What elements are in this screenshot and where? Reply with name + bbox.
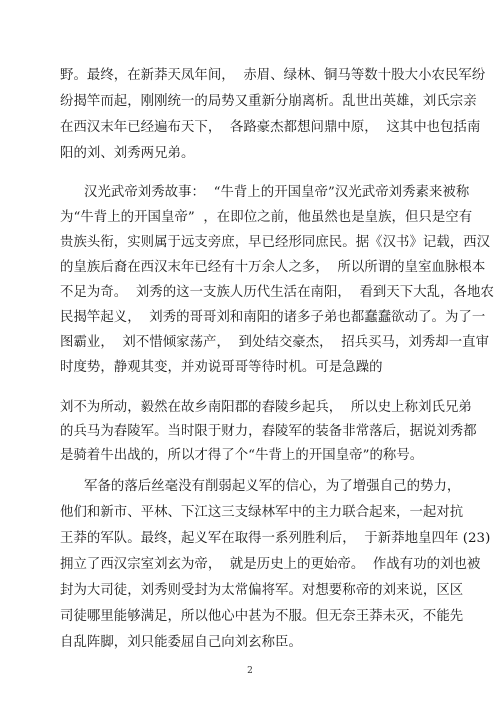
- text-line: 汉光武帝刘秀故事： “牛背上的开国皇帝”汉光武帝刘秀素来被称: [84, 185, 470, 200]
- text-line: 贵族头衔，实则属于远支旁庶，早已经形同庶民。据《汉书》记载，西汉: [60, 235, 491, 250]
- text-line: 野。最终，在新莽天凤年间， 赤眉、绿林、铜马等数十股大小农民军纷: [60, 68, 486, 83]
- text-line: 的兵马为舂陵军。当时限于财力，舂陵军的装备非常落后，据说刘秀都: [60, 424, 477, 439]
- text-line: 在西汉末年已经遍布天下， 各路豪杰都想问鼎中原， 这其中也包括南: [60, 120, 481, 135]
- text-line: 时度势，静观其变，并劝说哥哥等待时机。可是急躁的: [60, 360, 383, 375]
- page-number: 2: [247, 666, 253, 676]
- text-line: 封为大司徒，刘秀则受封为太常偏将军。对想要称帝的刘来说，区区: [60, 583, 464, 598]
- text-line: 纷揭竿而起，刚刚统一的局势又重新分崩离析。乱世出英雄，刘氏宗亲: [60, 94, 477, 109]
- text-line: 军备的落后丝毫没有削弱起义军的信心，为了增强自己的势力，: [84, 479, 461, 494]
- text-line: 王莽的军队。最终，起义军在取得一系列胜利后， 于新莽地皇四年 (23): [60, 531, 491, 546]
- text-line: 拥立了西汉宗室刘玄为帝， 就是历史上的更始帝。 作战有功的刘也被: [60, 557, 481, 572]
- text-line: 为“牛背上的开国皇帝” ，在即位之前，他虽然也是皇族，但只是空有: [60, 210, 473, 225]
- text-line: 不足为奇。 刘秀的这一支族人历代生活在南阳， 看到天下大乱，各地农: [60, 285, 494, 300]
- text-line: 刘不为所动，毅然在故乡南阳郡的舂陵乡起兵， 所以史上称刘氏兄弟: [60, 400, 472, 415]
- text-line: 司徒哪里能够满足，所以他心中甚为不服。但无奈王莽未灭，不能先: [60, 609, 464, 624]
- text-line: 是骑着牛出战的，所以才得了个“牛背上的开国皇帝”的称号。: [60, 448, 424, 463]
- text-line: 图霸业， 刘不惜倾家荡产， 到处结交豪杰， 招兵买马，刘秀却一直审: [60, 335, 490, 350]
- text-line: 自乱阵脚，刘只能委屈自己向刘玄称臣。: [60, 635, 302, 650]
- text-line: 的皇族后裔在西汉末年已经有十万余人之多， 所以所谓的皇室血脉根本: [60, 260, 486, 275]
- text-line: 他们和新市、平林、下江这三支绿林军中的主力联合起来，一起对抗: [60, 505, 464, 520]
- text-line: 民揭竿起义， 刘秀的哥哥刘和南阳的诸多子弟也都蠢蠢欲动了。为了一: [60, 310, 486, 325]
- text-line: 阳的刘、刘秀两兄弟。: [60, 146, 195, 161]
